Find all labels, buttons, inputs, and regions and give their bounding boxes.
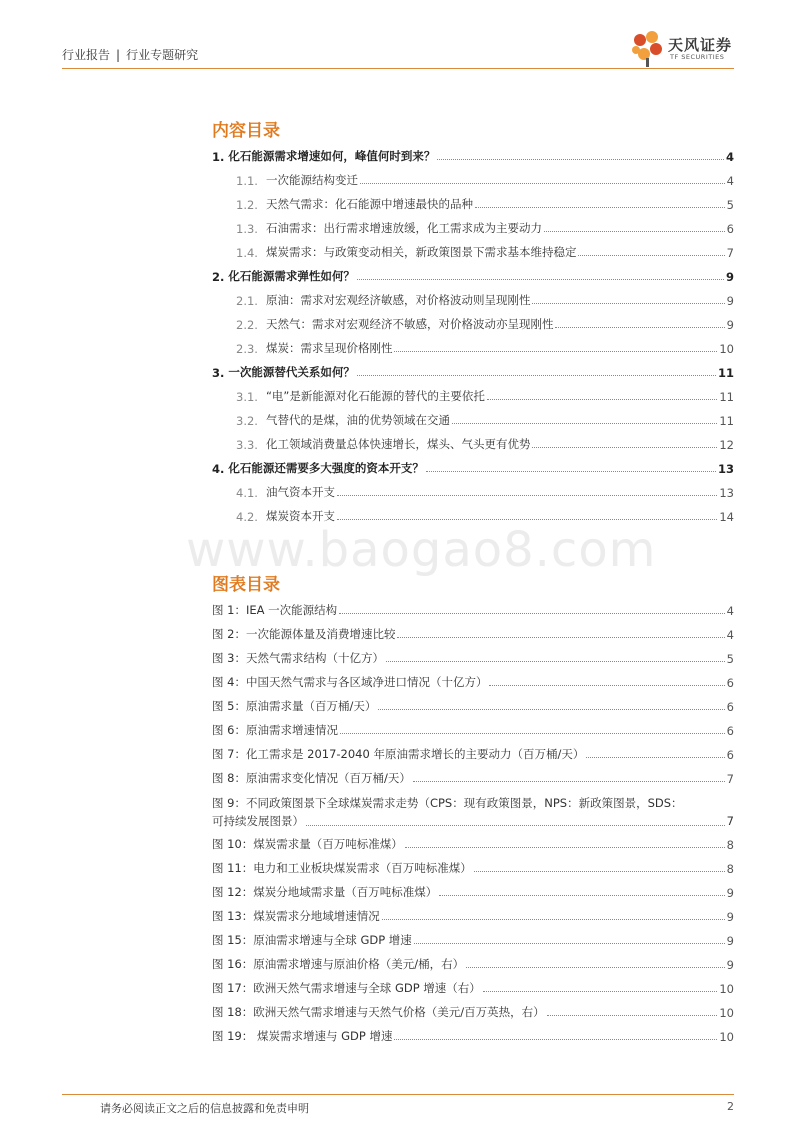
toc-leader-dots xyxy=(397,637,724,638)
toc-subsection-entry[interactable] xyxy=(212,386,734,404)
figure-entry-page: 7 xyxy=(726,772,734,786)
figures-title: 图表目录 xyxy=(212,575,280,595)
toc-entry-text: 煤炭资本开支 xyxy=(265,509,335,523)
toc-subsection-entry[interactable] xyxy=(212,194,734,212)
toc-subsection-entry[interactable] xyxy=(212,410,734,428)
figure-entry[interactable] xyxy=(212,906,734,924)
footer-disclaimer: 请务必阅读正文之后的信息披露和免责申明 xyxy=(100,1102,309,1115)
toc-entry-number: 1.4. xyxy=(236,246,258,260)
toc-entry-text: 油气资本开支 xyxy=(265,485,335,499)
toc-entry-text: “电”是新能源对化石能源的替代的主要依托 xyxy=(265,389,485,403)
toc-section-entry[interactable] xyxy=(212,266,734,284)
toc-leader-dots xyxy=(394,1039,717,1040)
figure-entry[interactable] xyxy=(212,1002,734,1020)
figure-entry-text: 图 5：原油需求量（百万桶/天） xyxy=(212,699,377,713)
toc-leader-dots xyxy=(487,399,717,400)
toc-leader-dots xyxy=(378,709,724,710)
toc-leader-dots xyxy=(340,733,725,734)
figure-entry-text-line2: 可持续发展图景） xyxy=(212,814,304,828)
toc-entry-number: 2. xyxy=(212,270,225,284)
toc-entry-text: 一次能源结构变迁 xyxy=(265,173,358,187)
toc-leader-dots xyxy=(405,847,725,848)
toc-leader-dots xyxy=(555,327,724,328)
toc-leader-dots xyxy=(439,895,724,896)
toc-leader-dots xyxy=(586,757,724,758)
toc-leader-dots xyxy=(474,871,725,872)
footer-divider xyxy=(62,1094,734,1095)
toc-entry-page: 14 xyxy=(719,510,734,524)
figure-entry-text: 图 15：原油需求增速与全球 GDP 增速 xyxy=(212,933,412,947)
toc-entry-text: 化工领域消费量总体快速增长，煤头、气头更有优势 xyxy=(265,437,531,451)
figure-entry-page: 6 xyxy=(726,676,734,690)
toc-subsection-entry[interactable] xyxy=(212,218,734,236)
figure-entry-page: 8 xyxy=(726,862,734,876)
toc-entry-number: 3.1. xyxy=(236,390,258,404)
toc-entry-page: 9 xyxy=(725,270,734,284)
toc-subsection-entry[interactable] xyxy=(212,338,734,356)
toc-leader-dots xyxy=(578,255,724,256)
figure-entry[interactable] xyxy=(212,930,734,948)
toc-entry-page: 11 xyxy=(717,366,734,380)
toc-leader-dots xyxy=(414,943,725,944)
toc-entry-page: 4 xyxy=(726,174,734,188)
figure-entry-text: 图 6：原油需求增速情况 xyxy=(212,723,338,737)
figure-entry-wrapped[interactable] xyxy=(212,794,734,830)
report-subcategory: 行业专题研究 xyxy=(126,48,199,62)
toc-entry-page: 11 xyxy=(719,414,734,428)
figure-entry-page: 9 xyxy=(726,910,734,924)
figure-entry[interactable] xyxy=(212,624,734,642)
toc-leader-dots xyxy=(532,303,724,304)
toc-entry-text: 一次能源替代关系如何？ xyxy=(228,365,355,379)
toc-leader-dots xyxy=(452,423,717,424)
figure-entry-page: 8 xyxy=(726,838,734,852)
toc-entry-number: 3. xyxy=(212,366,225,380)
toc-entry-text: 化石能源需求弹性如何？ xyxy=(228,269,355,283)
toc-entry-page: 7 xyxy=(726,246,734,260)
figure-entry-page: 7 xyxy=(726,814,734,828)
figure-entry-text: 图 16：原油需求增速与原油价格（美元/桶，右） xyxy=(212,957,465,971)
figure-entry-text: 图 12：煤炭分地域需求量（百万吨标准煤） xyxy=(212,885,438,899)
toc-entry-page: 9 xyxy=(726,318,734,332)
toc-entry-number: 4.2. xyxy=(236,510,258,524)
toc-entry-text: 气替代的是煤，油的优势领域在交通 xyxy=(265,413,450,427)
toc-leader-dots xyxy=(475,207,725,208)
toc-entry-text: 煤炭：需求呈现价格刚性 xyxy=(265,341,393,355)
toc-leader-dots xyxy=(437,159,724,160)
figure-entry-text: 图 13：煤炭需求分地域增速情况 xyxy=(212,909,380,923)
brand-name-en: TF SECURITIES xyxy=(670,53,725,61)
toc-entry-page: 9 xyxy=(726,294,734,308)
toc-leader-dots xyxy=(382,919,725,920)
toc-subsection-entry[interactable] xyxy=(212,482,734,500)
toc-leader-dots xyxy=(394,351,717,352)
toc-entry-text: 天然气：需求对宏观经济不敏感，对价格波动亦呈现刚性 xyxy=(265,317,554,331)
breadcrumb-separator: | xyxy=(116,48,121,62)
figure-entry-text-line1: 图 9：不同政策图景下全球煤炭需求走势（CPS：现有政策图景，NPS：新政策图景，SDS： xyxy=(212,796,683,810)
figure-entry[interactable] xyxy=(212,858,734,876)
figure-entry[interactable] xyxy=(212,954,734,972)
toc-entry-page: 10 xyxy=(719,342,734,356)
figure-entry-text: 图 19： 煤炭需求增速与 GDP 增速 xyxy=(212,1029,393,1043)
toc-entry-text: 天然气需求：化石能源中增速最快的品种 xyxy=(265,197,473,211)
brand-logo xyxy=(630,28,740,68)
figure-entry-page: 9 xyxy=(726,934,734,948)
figure-entry-page: 6 xyxy=(726,700,734,714)
figure-entry-text: 图 4：中国天然气需求与各区域净进口情况（十亿方） xyxy=(212,675,488,689)
figure-entry[interactable] xyxy=(212,834,734,852)
toc-leader-dots xyxy=(357,279,724,280)
header-breadcrumb xyxy=(62,46,198,63)
figure-entry-page: 5 xyxy=(726,652,734,666)
figure-entry[interactable] xyxy=(212,978,734,996)
toc-leader-dots xyxy=(337,519,717,520)
toc-subsection-entry[interactable] xyxy=(212,314,734,332)
figure-entry-text: 图 11：电力和工业板块煤炭需求（百万吨标准煤） xyxy=(212,861,472,875)
figure-entry-page: 10 xyxy=(719,1030,734,1044)
toc-entry-number: 3.3. xyxy=(236,438,258,452)
figure-entry-page: 4 xyxy=(726,604,734,618)
figure-entry[interactable] xyxy=(212,600,734,618)
toc-subsection-entry[interactable] xyxy=(212,290,734,308)
toc-leader-dots xyxy=(357,375,716,376)
toc-entry-page: 5 xyxy=(726,198,734,212)
toc-subsection-entry[interactable] xyxy=(212,242,734,260)
toc-leader-dots xyxy=(483,991,718,992)
figure-entry[interactable] xyxy=(212,768,734,786)
toc-entry-text: 原油：需求对宏观经济敏感，对价格波动则呈现刚性 xyxy=(265,293,531,307)
toc-entry-page: 6 xyxy=(726,222,734,236)
toc-entry-text: 化石能源还需要多大强度的资本开支？ xyxy=(228,461,424,475)
figure-entry[interactable] xyxy=(212,1026,734,1044)
figure-entry-text: 图 18：欧洲天然气需求增速与天然气价格（美元/百万英热，右） xyxy=(212,1005,545,1019)
toc-leader-dots xyxy=(426,471,716,472)
figure-entry-text: 图 7：化工需求是 2017-2040 年原油需求增长的主要动力（百万桶/天） xyxy=(212,747,585,761)
toc-entry-number: 3.2. xyxy=(236,414,258,428)
toc-subsection-entry[interactable] xyxy=(212,434,734,452)
figure-entry-page: 4 xyxy=(726,628,734,642)
figure-entry[interactable] xyxy=(212,744,734,762)
figure-entry[interactable] xyxy=(212,696,734,714)
toc-leader-dots xyxy=(547,1015,718,1016)
figure-entry-page: 10 xyxy=(719,1006,734,1020)
toc-subsection-entry[interactable] xyxy=(212,170,734,188)
toc-section-entry[interactable] xyxy=(212,362,734,380)
toc-entry-text: 煤炭需求：与政策变动相关，新政策图景下需求基本维持稳定 xyxy=(265,245,577,259)
figure-entry-text: 图 3：天然气需求结构（十亿方） xyxy=(212,651,384,665)
toc-entry-number: 1. xyxy=(212,150,225,164)
figure-entry[interactable] xyxy=(212,882,734,900)
figure-entry-text: 图 17：欧洲天然气需求增速与全球 GDP 增速（右） xyxy=(212,981,481,995)
toc-entry-number: 4.1. xyxy=(236,486,258,500)
logo-flower-icon xyxy=(630,28,666,68)
toc-section-entry[interactable] xyxy=(212,146,734,164)
figure-entry[interactable] xyxy=(212,720,734,738)
toc-entry-number: 1.1. xyxy=(236,174,258,188)
watermark: www.baogao8.com xyxy=(186,522,657,578)
figure-entry-page: 6 xyxy=(726,724,734,738)
figure-entry-page: 6 xyxy=(726,748,734,762)
toc-leader-dots xyxy=(339,613,725,614)
toc-entry-text: 石油需求：出行需求增速放缓，化工需求成为主要动力 xyxy=(265,221,542,235)
toc-leader-dots xyxy=(532,447,717,448)
toc-entry-page: 12 xyxy=(719,438,734,452)
toc-leader-dots xyxy=(489,685,724,686)
page-number: 2 xyxy=(727,1100,734,1113)
figure-entry[interactable] xyxy=(212,672,734,690)
toc-entry-page: 13 xyxy=(717,462,734,476)
figure-entry-text: 图 2：一次能源体量及消费增速比较 xyxy=(212,627,396,641)
toc-leader-dots xyxy=(466,967,725,968)
toc-leader-dots xyxy=(337,495,717,496)
figure-entry-text: 图 1：IEA 一次能源结构 xyxy=(212,603,338,617)
toc-leader-dots xyxy=(306,825,725,826)
figure-entry-page: 9 xyxy=(726,958,734,972)
toc-leader-dots xyxy=(544,231,725,232)
toc-entry-number: 4. xyxy=(212,462,225,476)
figure-entry-page: 10 xyxy=(719,982,734,996)
figure-entry[interactable] xyxy=(212,648,734,666)
report-category: 行业报告 xyxy=(62,48,111,62)
brand-name: 天风证券 xyxy=(668,36,733,54)
toc-entry-number: 2.1. xyxy=(236,294,258,308)
toc-entry-number: 1.2. xyxy=(236,198,258,212)
figure-entry-text: 图 8：原油需求变化情况（百万桶/天） xyxy=(212,771,411,785)
toc-entry-number: 2.2. xyxy=(236,318,258,332)
toc-entry-page: 4 xyxy=(725,150,734,164)
toc-title: 内容目录 xyxy=(212,121,280,141)
toc-leader-dots xyxy=(413,781,725,782)
figure-entry-text: 图 10：煤炭需求量（百万吨标准煤） xyxy=(212,837,403,851)
header-divider xyxy=(62,68,734,69)
toc-leader-dots xyxy=(386,661,725,662)
toc-entry-number: 2.3. xyxy=(236,342,258,356)
toc-entry-page: 13 xyxy=(719,486,734,500)
toc-entry-page: 11 xyxy=(719,390,734,404)
toc-entry-number: 1.3. xyxy=(236,222,258,236)
figure-entry-page: 9 xyxy=(726,886,734,900)
toc-section-entry[interactable] xyxy=(212,458,734,476)
toc-leader-dots xyxy=(360,183,725,184)
toc-entry-text: 化石能源需求增速如何，峰值何时到来？ xyxy=(228,149,436,163)
